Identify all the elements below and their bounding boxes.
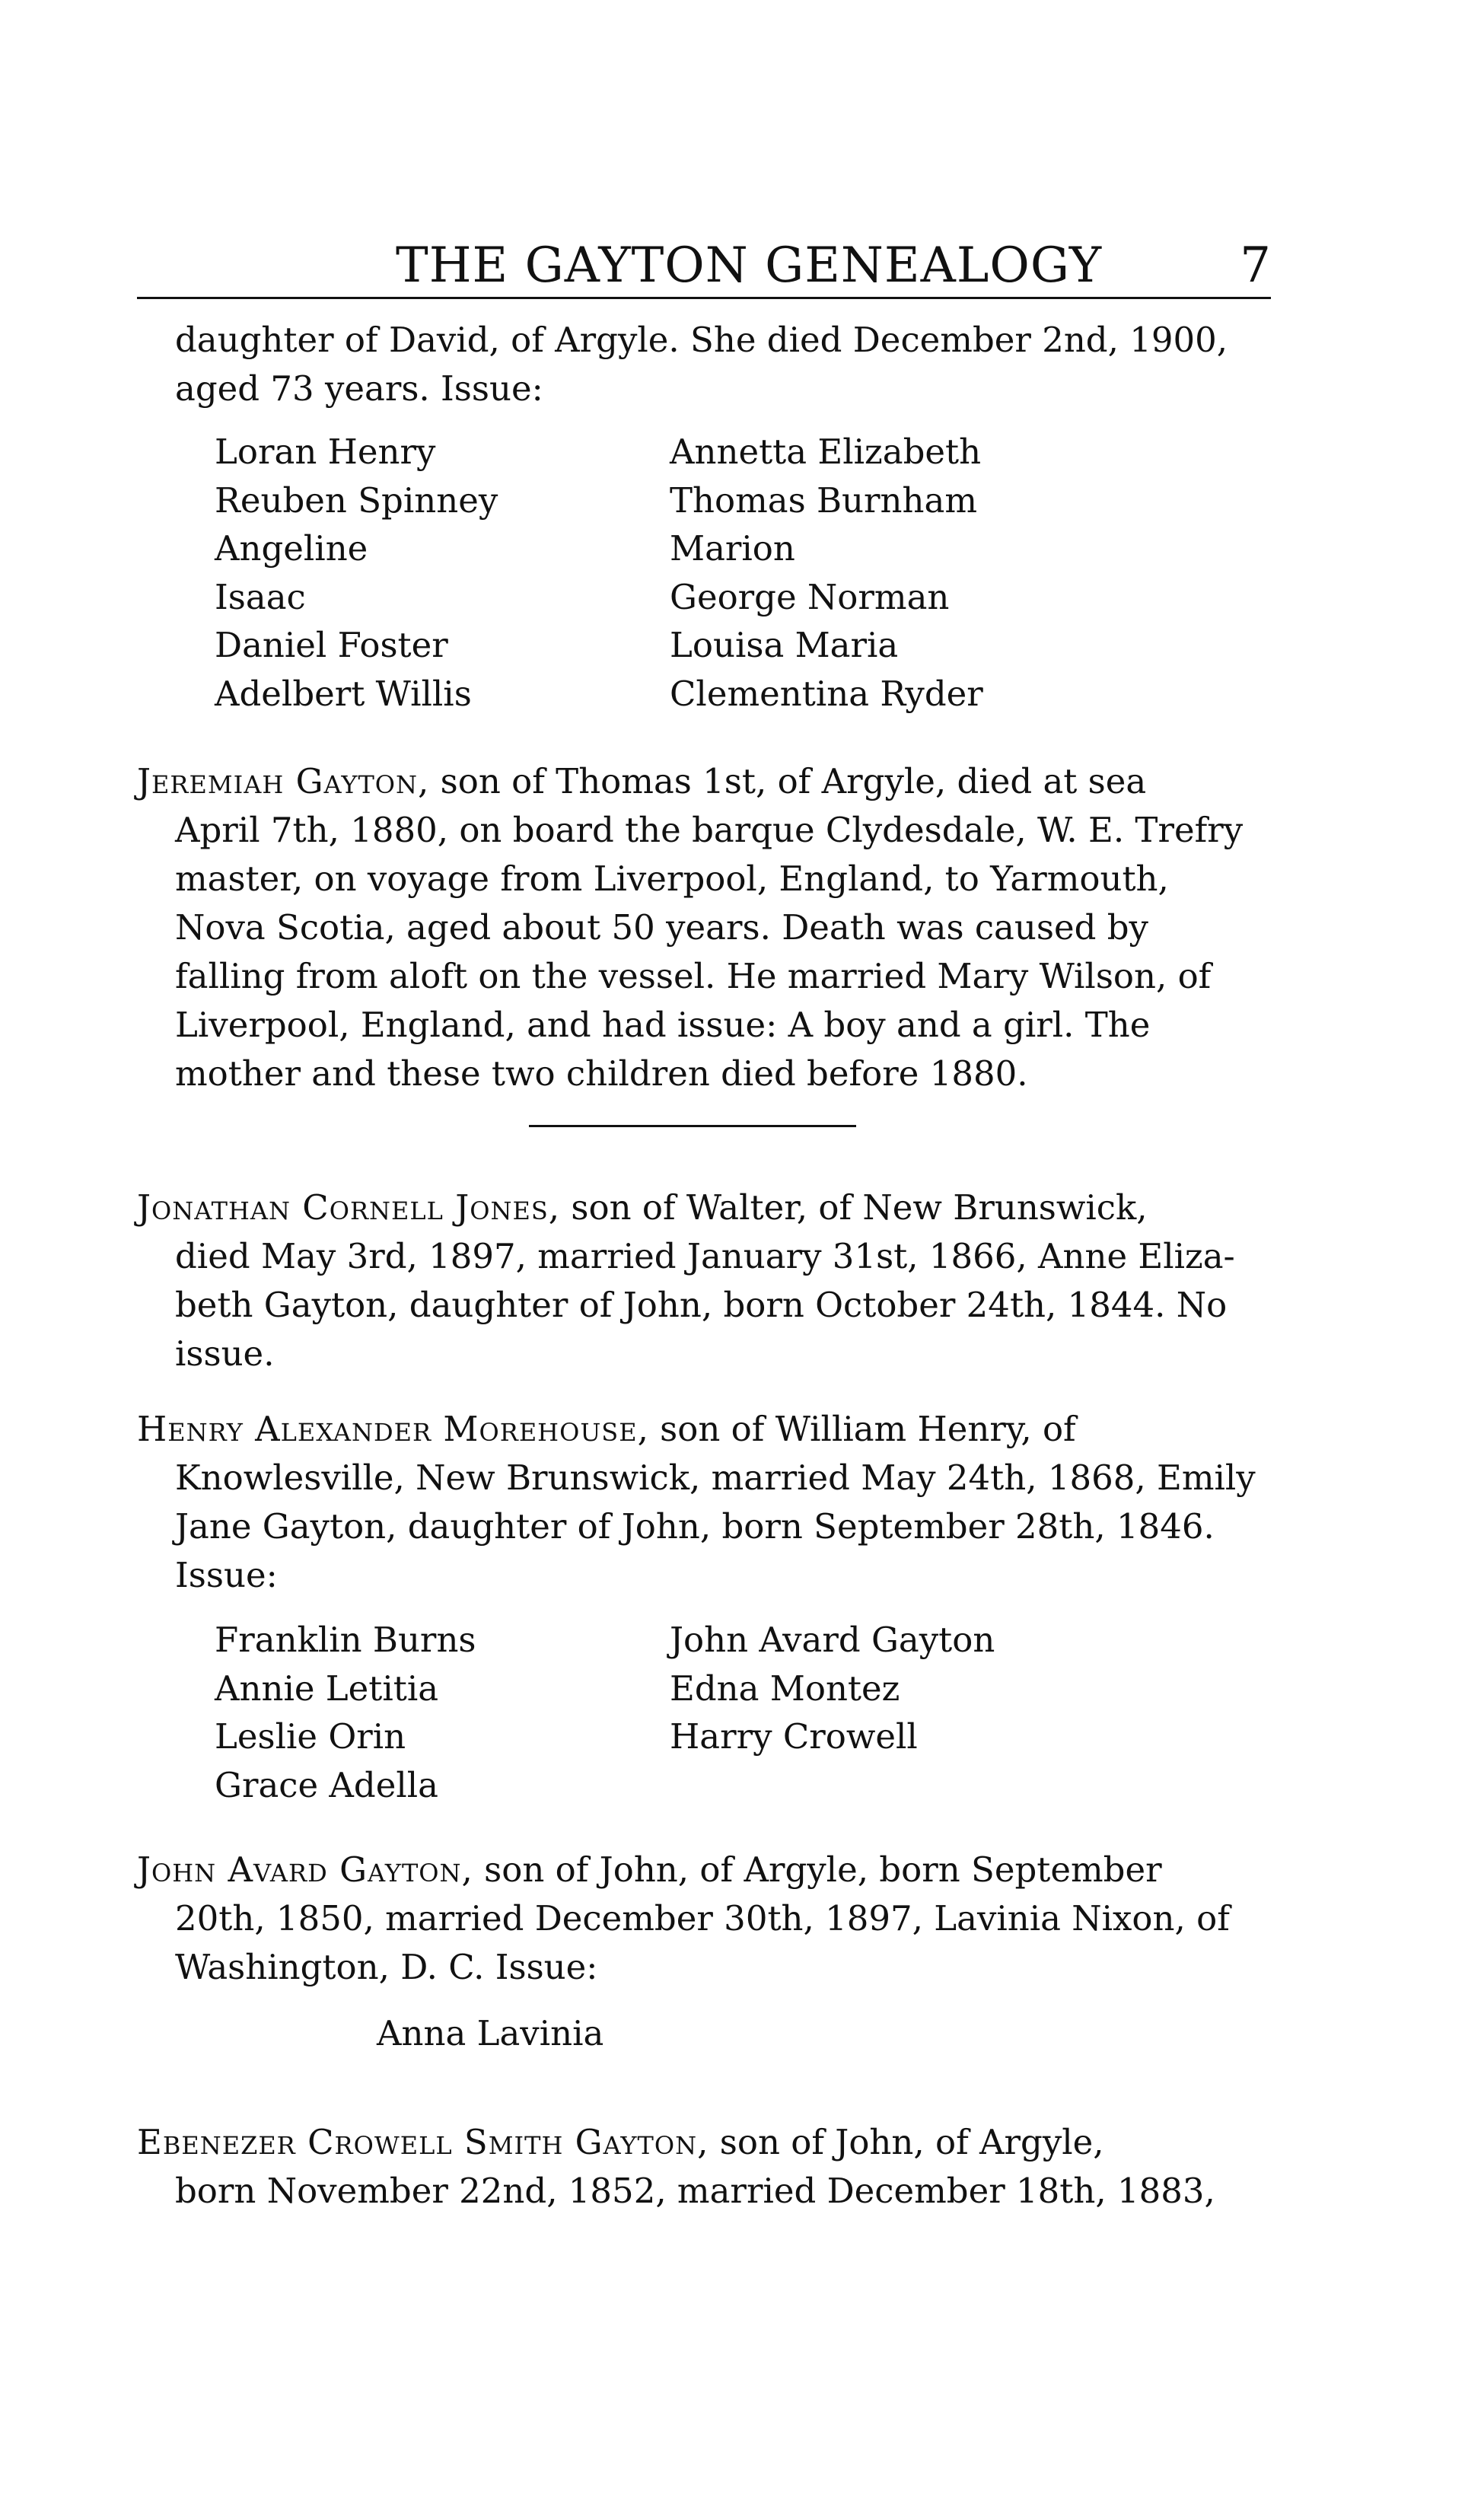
entry-first-line <box>137 757 1243 806</box>
list-item: Thomas Burnham <box>670 479 978 521</box>
text-line: Jane Gayton, daughter of John, born September 28th, 1846. <box>175 1506 1215 1547</box>
entry-name: Jeremiah Gayton, <box>137 761 430 801</box>
john-avard-issue <box>377 2009 603 2058</box>
list-item: Reuben Spinney <box>215 479 498 521</box>
text-line: falling from aloft on the vessel. He married Mary Wilson, of <box>175 956 1212 996</box>
entry-name: Jonathan Cornell Jones, <box>137 1187 561 1228</box>
list-item: Isaac <box>215 576 306 617</box>
text-line: beth Gayton, daughter of John, born October 24th, 1844. No <box>175 1285 1228 1325</box>
entry-first-line <box>137 2118 1215 2167</box>
list-item: Leslie Orin <box>215 1716 406 1757</box>
list-item: Annie Letitia <box>215 1668 439 1709</box>
text-line: issue. <box>175 1333 275 1374</box>
list-item: Louisa Maria <box>670 625 899 665</box>
text-line: Knowlesville, New Brunswick, married May 24th, 1868, Emily <box>175 1457 1256 1498</box>
header-rule <box>137 297 1271 299</box>
text-line: mother and these two children died before 1880. <box>175 1053 1028 1094</box>
entry-name: Henry Alexander Morehouse, <box>137 1409 649 1449</box>
entry-text: son of William Henry, of <box>648 1409 1076 1449</box>
page-number: 7 <box>1240 237 1271 294</box>
entry-name: Ebenezer Crowell Smith Gayton, <box>137 2122 709 2162</box>
entry-first-line <box>137 1184 1235 1232</box>
section-divider <box>529 1125 856 1127</box>
text-line: died May 3rd, 1897, married January 31st, 1866, Anne Eliza- <box>175 1236 1235 1276</box>
entry-ebenezer-crowell-smith-gayton <box>137 2118 1215 2216</box>
text-line: born November 22nd, 1852, married December 18th, 1883, <box>175 2171 1215 2211</box>
intro-issue-left <box>215 428 498 718</box>
text-line: Issue: <box>175 1555 278 1595</box>
text-line: master, on voyage from Liverpool, England, to Yarmouth, <box>175 859 1169 899</box>
list-item: Angeline <box>215 528 368 569</box>
list-item: Harry Crowell <box>670 1716 918 1757</box>
henry-issue-left <box>215 1616 476 1809</box>
henry-issue-right <box>670 1616 995 1761</box>
list-item: Adelbert Willis <box>215 673 472 714</box>
text-line: Liverpool, England, and had issue: A boy and a girl. The <box>175 1005 1151 1045</box>
list-item: Clementina Ryder <box>670 673 983 714</box>
text-line: Washington, D. C. Issue: <box>175 1947 598 1987</box>
text-line: 20th, 1850, married December 30th, 1897, Lavinia Nixon, of <box>175 1898 1230 1939</box>
list-item: Franklin Burns <box>215 1620 476 1660</box>
entry-john-avard-gayton <box>137 1846 1230 1992</box>
list-item: Edna Montez <box>670 1668 900 1709</box>
running-head <box>137 237 1271 298</box>
list-item: Marion <box>670 528 795 569</box>
text-line: daughter of David, of Argyle. She died December 2nd, 1900, <box>175 320 1228 360</box>
list-item: Loran Henry <box>215 432 436 472</box>
text-line: aged 73 years. Issue: <box>175 368 543 409</box>
entry-text: son of Walter, of New Brunswick, <box>560 1187 1148 1228</box>
text-line: Nova Scotia, aged about 50 years. Death was caused by <box>175 907 1148 948</box>
list-item: John Avard Gayton <box>670 1620 995 1660</box>
list-item: Annetta Elizabeth <box>670 432 982 472</box>
entry-text: son of John, of Argyle, born September <box>473 1849 1162 1890</box>
text-line: April 7th, 1880, on board the barque Clydesdale, W. E. Trefry <box>175 810 1244 850</box>
list-item: Daniel Foster <box>215 625 448 665</box>
entry-first-line <box>137 1405 1256 1454</box>
entry-jonathan-cornell-jones <box>137 1184 1235 1378</box>
intro-paragraph <box>175 316 1228 413</box>
list-item: Grace Adella <box>215 1764 438 1805</box>
entry-first-line <box>137 1846 1230 1894</box>
running-title: THE GAYTON GENEALOGY <box>396 237 1103 294</box>
entry-text: son of John, of Argyle, <box>709 2122 1104 2162</box>
entry-henry-alexander-morehouse <box>137 1405 1256 1600</box>
entry-jeremiah-gayton <box>137 757 1243 1098</box>
intro-issue-right <box>670 428 983 718</box>
list-item: George Norman <box>670 576 950 617</box>
entry-name: John Avard Gayton, <box>137 1849 473 1890</box>
entry-text: son of Thomas 1st, of Argyle, died at sea <box>429 761 1147 801</box>
list-item: Anna Lavinia <box>377 2013 604 2053</box>
